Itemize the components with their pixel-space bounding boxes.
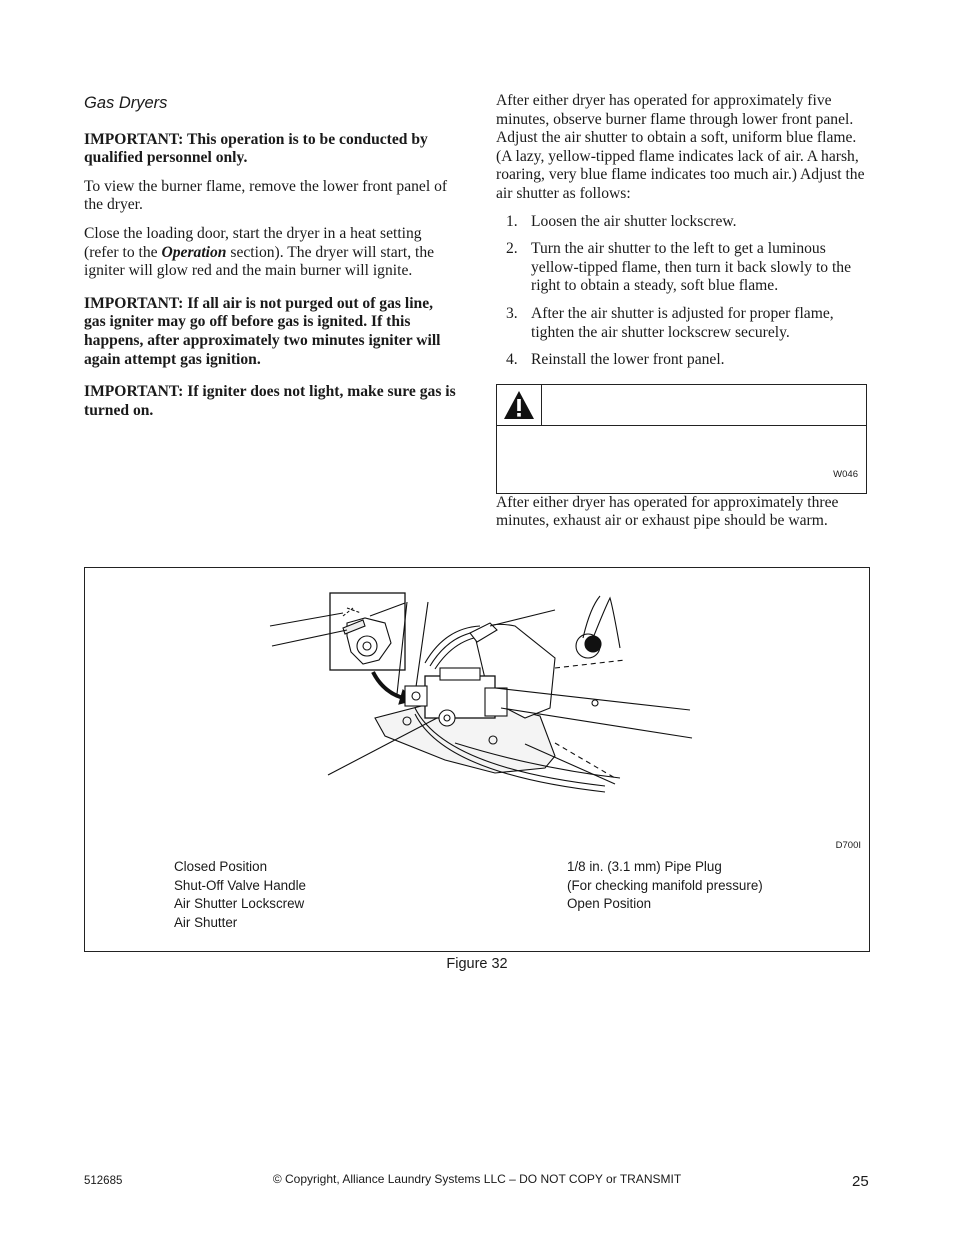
step-text: After the air shutter is adjusted for proper flame, tighten the air shutter lockscrew securely. — [531, 304, 834, 341]
important-note-qualified: IMPORTANT: This operation is to be conducted by qualified personnel only. — [84, 130, 428, 167]
step-number: 3. — [506, 304, 518, 322]
step-number: 4. — [506, 351, 518, 369]
step-item — [496, 240, 868, 296]
legend-item: 1/8 in. (3.1 mm) Pipe Plug — [567, 859, 722, 874]
figure-legend-right — [567, 858, 763, 914]
legend-item: Open Position — [567, 896, 652, 912]
page-number: 25 — [852, 1173, 869, 1190]
legend-item: Air Shutter — [174, 914, 238, 930]
step-text: Reinstall the lower front panel. — [531, 351, 725, 369]
step-item — [496, 305, 868, 342]
operation-reference: Operation — [161, 243, 227, 261]
step-number: 1. — [506, 212, 518, 230]
warning-icon-cell — [497, 385, 542, 426]
warning-code: W046 — [833, 469, 858, 481]
step-text: Loosen the air shutter lockscrew. — [531, 212, 737, 230]
paragraph-start-dryer-text-1: Close the loading door, start the dryer in a heat setting (refer to the — [84, 224, 422, 261]
paragraph-exhaust-warm: After either dryer has operated for approximately three minutes, exhaust air or exhaust pipe should be warm. — [496, 493, 839, 530]
right-column — [496, 92, 868, 541]
legend-item: Air Shutter Lockscrew — [174, 896, 305, 912]
warning-divider — [542, 425, 866, 426]
important-note-igniter: IMPORTANT: If igniter does not light, make sure gas is turned on. — [84, 383, 456, 419]
paragraph-start-dryer — [84, 225, 456, 281]
warning-triangle-icon — [502, 389, 536, 421]
figure-box — [84, 567, 870, 952]
figure-caption: Figure 32 — [446, 956, 508, 972]
figure-legend-left — [174, 858, 306, 932]
legend-item: (For checking manifold pressure) — [567, 877, 763, 893]
section-heading: Gas Dryers — [84, 94, 168, 112]
paragraph-start-dryer-text-2: section). The dryer will start, the igniter will glow red and the main burner will ignite. — [84, 243, 435, 280]
step-text: Turn the air shutter to the left to get a luminous yellow-tipped flame, then turn it back slowly to the right to obtain a steady, soft blue flame. — [531, 240, 852, 295]
important-note-purge: IMPORTANT: If all air is not purged out of gas line, gas igniter may go off before gas is ignited. If this happens, after approximately two minutes igniter will again attempt gas ignition. — [84, 294, 441, 368]
step-item — [496, 213, 868, 232]
legend-item: Shut-Off Valve Handle — [174, 877, 306, 893]
paragraph-view-flame: To view the burner flame, remove the lower front panel of the dryer. — [84, 177, 448, 214]
warning-box — [496, 384, 867, 494]
paragraph-adjust-intro: After either dryer has operated for approximately five minutes, observe burner flame through lower front panel. Adjust the air shutter to obtain a soft, uniform blue flame. (A lazy, yellow-tipped flame indicates lack of air. A harsh, roaring, very blue flame indicates too much air.) Adjust the air shutter as follows: — [496, 92, 865, 202]
legend-item: Closed Position — [174, 859, 268, 874]
step-item — [496, 351, 868, 370]
left-column — [84, 92, 456, 430]
document-number: 512685 — [84, 1175, 123, 1187]
adjustment-steps — [496, 213, 868, 370]
figure-code: D700I — [835, 840, 861, 851]
step-number: 2. — [506, 240, 518, 258]
copyright-notice: © Copyright, Alliance Laundry Systems LLC – DO NOT COPY or TRANSMIT — [272, 1172, 682, 1186]
